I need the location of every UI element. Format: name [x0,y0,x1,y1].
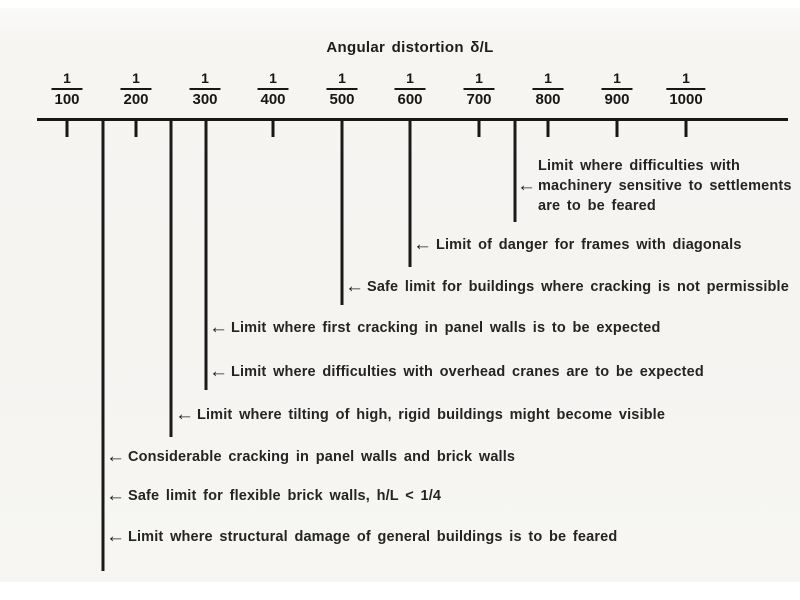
annotation-line: Safe limit for flexible brick walls, h/L < 1/4 [128,488,442,504]
left-arrow-icon: ← [413,234,432,256]
fraction-denominator: 200 [120,88,151,107]
fraction-numerator: 1 [613,70,621,86]
fraction-label [189,71,220,107]
limit-line [205,121,208,390]
fraction-numerator: 1 [544,70,552,86]
annotation-line: Limit where tilting of high, rigid buildings might become visible [197,407,666,423]
fraction-denominator: 600 [394,88,425,107]
annotation-line: Limit of danger for frames with diagonals [436,237,742,253]
axis-tick [685,121,688,137]
annotation-text [128,447,515,467]
fraction-denominator: 800 [532,88,563,107]
diagram-title: Angular distortion δ/L [326,39,494,56]
fraction-denominator: 400 [257,88,288,107]
axis-tick [547,121,550,137]
fraction-denominator: 500 [326,88,357,107]
limit-line [409,121,412,267]
left-arrow-icon: ← [209,317,228,339]
annotation-line: are to be feared [538,198,656,214]
annotation-text [231,362,704,382]
fraction-label [326,71,357,107]
annotation-text [436,235,742,255]
fraction-label [532,71,563,107]
annotation-line: machinery sensitive to settlements [538,178,792,194]
fraction-label [51,71,82,107]
fraction-denominator: 700 [463,88,494,107]
fraction-denominator: 100 [51,88,82,107]
annotation-text [367,277,789,297]
annotation-text [538,156,792,216]
annotation-text [128,527,617,547]
fraction-numerator: 1 [338,70,346,86]
fraction-numerator: 1 [406,70,414,86]
fraction-numerator: 1 [682,70,690,86]
limit-line [514,121,517,222]
fraction-numerator: 1 [201,70,209,86]
annotation-line: Limit where difficulties with [538,158,740,174]
limit-line [341,121,344,305]
left-arrow-icon: ← [345,276,364,298]
fraction-numerator: 1 [132,70,140,86]
limit-line [102,121,105,571]
fraction-denominator: 1000 [666,88,705,107]
fraction-label [666,71,705,107]
axis-tick [66,121,69,137]
annotation-line: Limit where difficulties with overhead cranes are to be expected [231,364,704,380]
annotation-line: Limit where first cracking in panel walls is to be expected [231,320,661,336]
left-arrow-icon: ← [517,175,536,197]
fraction-numerator: 1 [63,70,71,86]
left-arrow-icon: ← [106,485,125,507]
fraction-label [394,71,425,107]
annotation-line: Safe limit for buildings where cracking is not permissible [367,279,789,295]
fraction-numerator: 1 [475,70,483,86]
left-arrow-icon: ← [175,404,194,426]
axis-line [37,118,788,121]
axis-tick [616,121,619,137]
annotation-text [128,486,441,506]
annotation-text [231,318,661,338]
fraction-denominator: 900 [601,88,632,107]
left-arrow-icon: ← [106,526,125,548]
fraction-label [601,71,632,107]
left-arrow-icon: ← [106,446,125,468]
axis-tick [272,121,275,137]
fraction-denominator: 300 [189,88,220,107]
fraction-label [120,71,151,107]
fraction-label [463,71,494,107]
annotation-line: Limit where structural damage of general buildings is to be feared [128,529,618,545]
limit-line [170,121,173,437]
axis-tick [135,121,138,137]
fraction-label [257,71,288,107]
axis-tick [478,121,481,137]
fraction-numerator: 1 [269,70,277,86]
annotation-line: Considerable cracking in panel walls and brick walls [128,449,516,465]
left-arrow-icon: ← [209,361,228,383]
annotation-text [197,405,665,425]
